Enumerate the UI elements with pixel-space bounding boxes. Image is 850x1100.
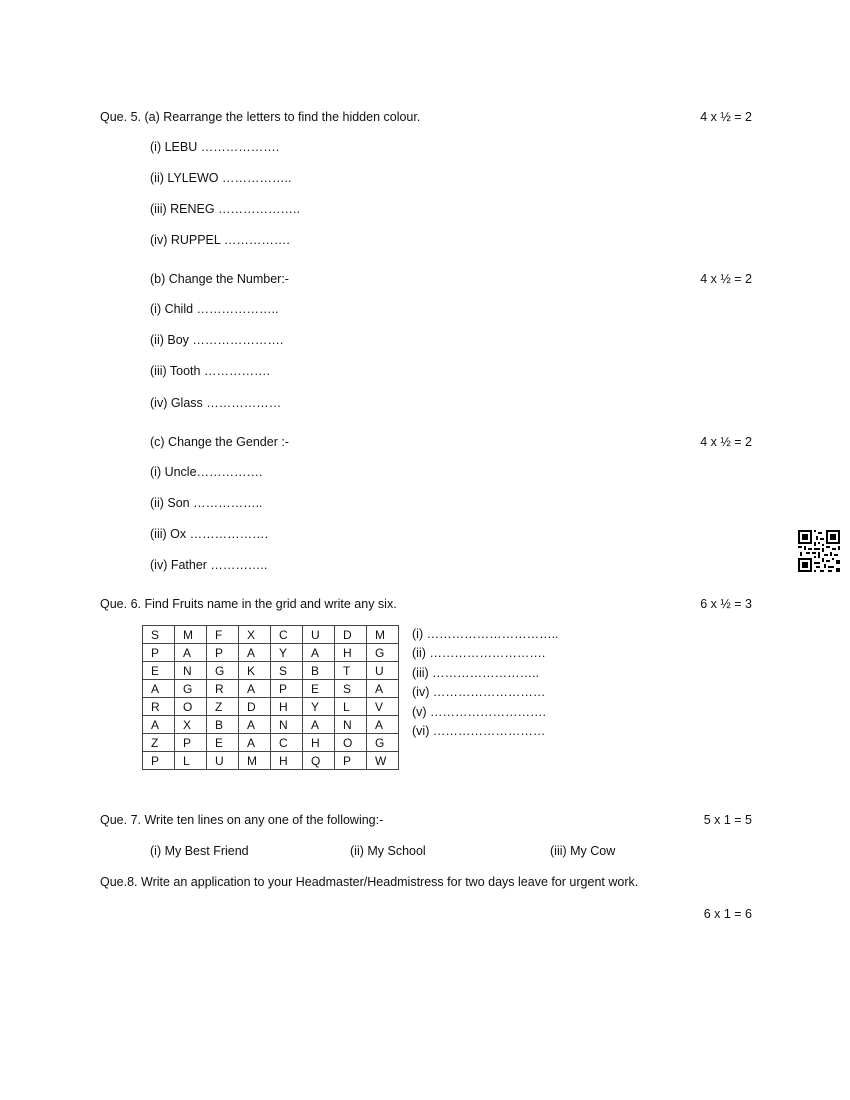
grid-cell: N (175, 662, 207, 680)
q8-marks: 6 x 1 = 6 (703, 907, 752, 921)
grid-cell: L (335, 698, 367, 716)
gender-item: (iv) Father ………….. (150, 558, 268, 572)
grid-cell: P (143, 644, 175, 662)
grid-cell: A (303, 716, 335, 734)
grid-cell: N (335, 716, 367, 734)
grid-cell: Q (303, 752, 335, 770)
grid-cell: C (271, 626, 303, 644)
number-item: (ii) Boy …………………. (150, 333, 284, 347)
grid-cell: P (335, 752, 367, 770)
number-item: (iii) Tooth ……………. (150, 364, 270, 378)
grid-cell: L (175, 752, 207, 770)
answer-line: (v) ………………………. (412, 705, 547, 719)
grid-cell: S (143, 626, 175, 644)
grid-cell: Z (207, 698, 239, 716)
grid-cell: C (271, 734, 303, 752)
grid-cell: D (335, 626, 367, 644)
grid-cell: X (175, 716, 207, 734)
answer-line: (i) ………………………….. (412, 627, 559, 641)
grid-row (143, 626, 399, 644)
grid-cell: H (271, 698, 303, 716)
gender-item: (i) Uncle……………. (150, 465, 263, 479)
q5-heading: Que. 5. (a) Rearrange the letters to find the hidden colour. (100, 110, 421, 124)
grid-cell: T (335, 662, 367, 680)
answer-line: (iii) …………………….. (412, 666, 540, 680)
grid-cell: P (207, 644, 239, 662)
grid-cell: N (271, 716, 303, 734)
grid-cell: U (303, 626, 335, 644)
gender-item: (iii) Ox ………………. (150, 527, 269, 541)
grid-cell: A (239, 680, 271, 698)
grid-cell: Y (303, 698, 335, 716)
q5b-heading: (b) Change the Number:- (150, 272, 289, 286)
grid-cell: E (143, 662, 175, 680)
grid-cell: G (367, 644, 399, 662)
grid-cell: B (207, 716, 239, 734)
grid-cell: E (303, 680, 335, 698)
grid-cell: E (207, 734, 239, 752)
grid-cell: A (143, 680, 175, 698)
number-item: (iv) Glass ……………… (150, 396, 282, 410)
grid-cell: O (175, 698, 207, 716)
answer-line: (ii) ………………………. (412, 646, 546, 660)
grid-cell: U (207, 752, 239, 770)
grid-cell: V (367, 698, 399, 716)
grid-row (143, 734, 399, 752)
grid-cell: A (367, 716, 399, 734)
colour-item: (iii) RENEG ……………….. (150, 202, 300, 216)
grid-cell: H (335, 644, 367, 662)
grid-cell: M (175, 626, 207, 644)
grid-row (143, 644, 399, 662)
grid-cell: K (239, 662, 271, 680)
grid-cell: P (175, 734, 207, 752)
q7-option: (ii) My School (350, 844, 426, 858)
grid-cell: A (239, 734, 271, 752)
grid-row (143, 716, 399, 734)
grid-cell: H (303, 734, 335, 752)
q5b-marks: 4 x ½ = 2 (700, 272, 752, 286)
grid-cell: X (239, 626, 271, 644)
grid-cell: U (367, 662, 399, 680)
q8-heading: Que.8. Write an application to your Headmaster/Headmistress for two days leave for urgent work. (100, 875, 639, 889)
grid-cell: A (367, 680, 399, 698)
grid-cell: A (175, 644, 207, 662)
q7-option: (i) My Best Friend (150, 844, 249, 858)
grid-row (143, 680, 399, 698)
grid-cell: G (175, 680, 207, 698)
gender-item: (ii) Son …………….. (150, 496, 263, 510)
q7-marks: 5 x 1 = 5 (703, 813, 752, 827)
q7-heading: Que. 7. Write ten lines on any one of the following:- (100, 813, 384, 827)
grid-cell: Z (143, 734, 175, 752)
grid-cell: B (303, 662, 335, 680)
grid-cell: A (239, 644, 271, 662)
colour-item: (iv) RUPPEL ……………. (150, 233, 290, 247)
grid-cell: G (367, 734, 399, 752)
number-item: (i) Child ……………….. (150, 302, 279, 316)
grid-cell: A (143, 716, 175, 734)
grid-cell: P (271, 680, 303, 698)
colour-item: (i) LEBU ………………. (150, 140, 280, 154)
grid-cell: A (239, 716, 271, 734)
answer-line: (iv) ……………………… (412, 685, 546, 699)
grid-cell: F (207, 626, 239, 644)
grid-cell: P (143, 752, 175, 770)
grid-cell: D (239, 698, 271, 716)
grid-row (143, 662, 399, 680)
q6-heading: Que. 6. Find Fruits name in the grid and write any six. (100, 597, 397, 611)
grid-cell: H (271, 752, 303, 770)
colour-item: (ii) LYLEWO …………….. (150, 171, 292, 185)
grid-cell: R (143, 698, 175, 716)
grid-cell: M (239, 752, 271, 770)
q5a-marks: 4 x ½ = 2 (700, 110, 752, 124)
answer-line: (vi) ……………………… (412, 724, 546, 738)
grid-cell: S (271, 662, 303, 680)
grid-cell: W (367, 752, 399, 770)
qr-code-icon (798, 530, 840, 572)
q6-marks: 6 x ½ = 3 (700, 597, 752, 611)
q5c-heading: (c) Change the Gender :- (150, 435, 289, 449)
grid-cell: O (335, 734, 367, 752)
grid-cell: A (303, 644, 335, 662)
grid-cell: M (367, 626, 399, 644)
grid-cell: R (207, 680, 239, 698)
fruit-word-grid (142, 625, 399, 770)
grid-cell: S (335, 680, 367, 698)
grid-row (143, 752, 399, 770)
q7-option: (iii) My Cow (550, 844, 616, 858)
q5c-marks: 4 x ½ = 2 (700, 435, 752, 449)
grid-cell: Y (271, 644, 303, 662)
grid-cell: G (207, 662, 239, 680)
grid-row (143, 698, 399, 716)
